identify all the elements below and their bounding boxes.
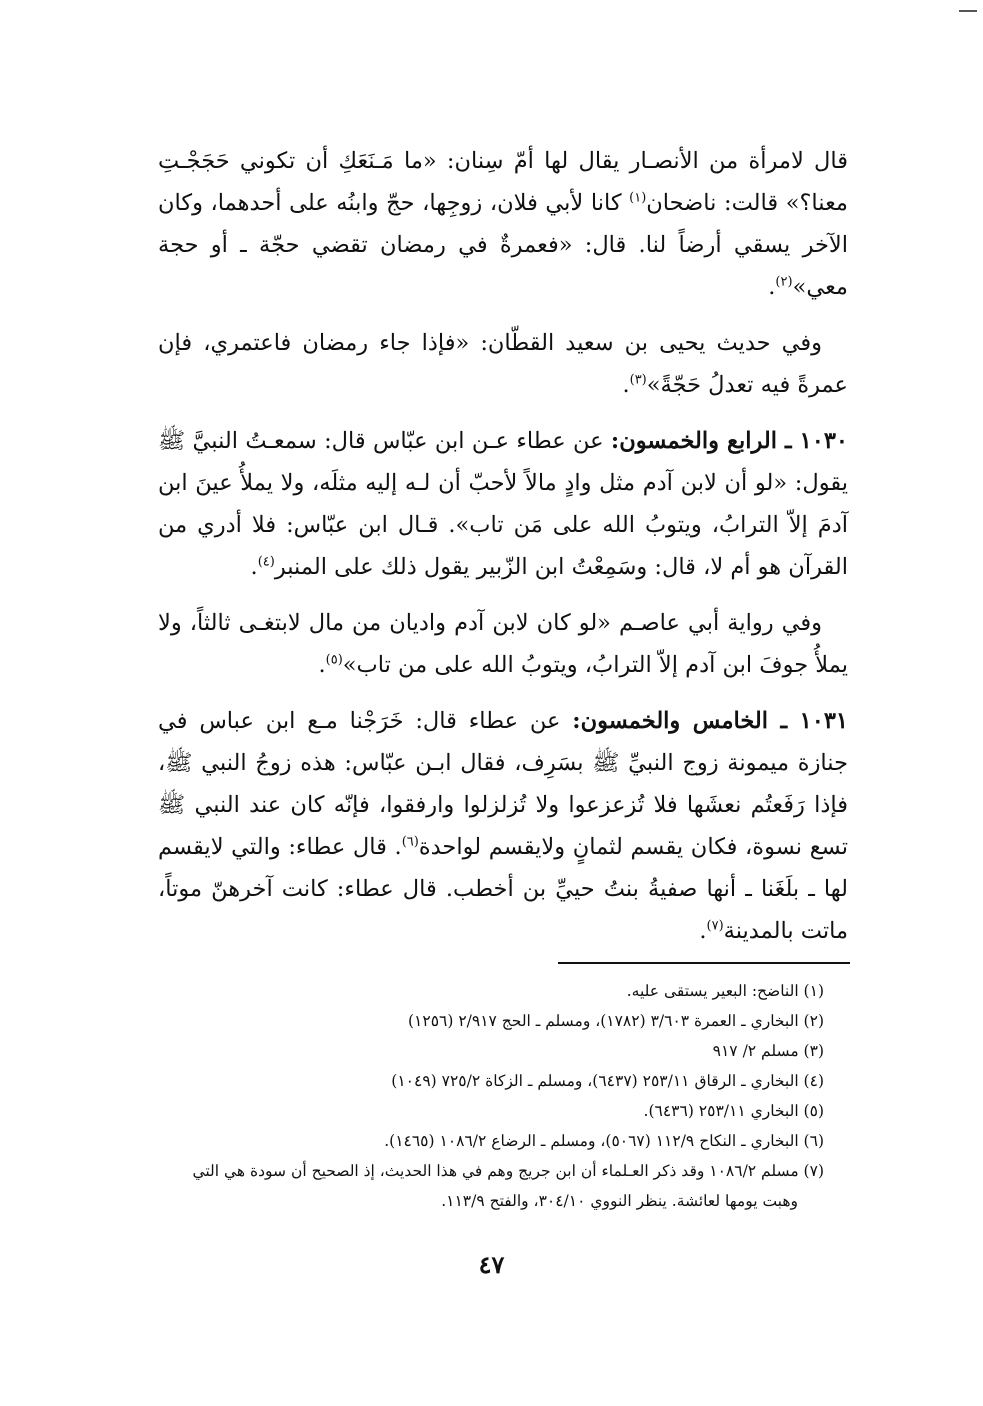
paragraph-text: وفي رواية أبي عاصـم «لو كان لابن آدم واديان من مال لابتغـى ثالثاً، ولا يملأُ جوفَ ابن آدم إلاّ الترابُ، ويتوبُ الله على من تاب»: [158, 610, 848, 678]
paragraph-text: عن عطاء قال: خَرَجْنا مـع ابن عباس في جنازة ميمونة زوج النبيِّ ﷺ بسَرِف، فقال ابـن عبّاس: هذه زوجُ النبي ﷺ، فإذا رَفَعتُم نعشَها فلا تُزعزعوا ولا تُزلزلوا وارفقوا، فإنّه كان عند النبي ﷺ تسع نسوة، فكان يقسم لثمانٍ ولايقسم لواحدة: [158, 708, 849, 860]
footnote-text: (٤) البخاري ـ الرقاق ٢٥٣/١١ (٦٤٣٧)، ومسلم ـ الزكاة ٧٢٥/٢ (١٠٤٩): [391, 1072, 824, 1090]
paragraph-3: [158, 420, 848, 588]
footnote-text: (٥) البخاري ٢٥٣/١١ (٦٤٣٦).: [643, 1102, 824, 1120]
main-text: [158, 140, 848, 966]
paragraph-text: وفي حديث يحيى بن سعيد القطّان: «فإذا جاء رمضان فاعتمري، فإن عمرةً فيه تعدلُ حَجّةً»: [158, 330, 848, 398]
footnote-ref[interactable]: (١): [629, 190, 647, 206]
footnote-ref[interactable]: (٣): [629, 372, 647, 388]
paragraph-text: .: [622, 372, 630, 398]
footnote-2: [170, 1006, 824, 1036]
paragraph-text: . قال عطاء: والتي لايقسم لها ـ بلَغَنا ـ أنها صفيةُ بنتُ حييِّ بن أخطب. قال عطاء: كانت آخرهنّ موتاً، ماتت بالمدينة: [158, 834, 848, 944]
paragraph-text: .: [250, 554, 258, 580]
hadith-heading: ١٠٣٠ ـ الرابع والخمسون:: [610, 428, 848, 454]
paragraph-text: عن عطاء عـن ابن عبّاس قال: سمعـتُ النبيَّ ﷺ يقول: «لو أن لابن آدم مثل وادٍ مالاً لأحبّ أن لـه إليه مثلَه، ولا يملأُ عينَ ابن آدمَ إلاّ الترابُ، ويتوبُ الله على مَن تاب». قـال ابن عبّاس: فلا أدري من القرآن هو أم لا، قال: وسَمِعْتُ ابن الزّبير يقول ذلك على المنبر: [158, 428, 848, 580]
footnote-continuation: وهبت يومها لعائشة. ينظر النووي ٣٠٤/١٠، والفتح ١١٣/٩.: [441, 1192, 798, 1210]
paragraph-text: .: [699, 918, 707, 944]
paragraph-2: [158, 322, 848, 406]
footnote-text: (١) الناضح: البعير يستقى عليه.: [626, 982, 824, 1000]
hadith-heading: ١٠٣١ ـ الخامس والخمسون:: [572, 708, 848, 734]
footnote-ref[interactable]: (٦): [401, 834, 419, 850]
corner-mark: [959, 10, 977, 12]
footnote-5: [170, 1096, 824, 1126]
footnote-1: [170, 976, 824, 1006]
footnote-6: [170, 1126, 824, 1156]
footnote-3: [170, 1036, 824, 1066]
footnote-divider: [558, 962, 850, 964]
paragraph-text: كانا لأبي فلان، زوجِها، حجّ وابنُه على أحدهما، وكان الآخر يسقي أرضاً لنا. قال: «فعمرةٌ في رمضان تقضي حجّة ـ أو حجة معي»: [158, 190, 848, 300]
footnote-text: (٦) البخاري ـ النكاح ١١٢/٩ (٥٠٦٧)، ومسلم ـ الرضاع ١٠٨٦/٢ (١٤٦٥).: [384, 1132, 824, 1150]
paragraph-5: [158, 700, 848, 952]
page-number: ٤٧: [478, 1250, 505, 1279]
footnote-7: [170, 1156, 824, 1216]
footnote-ref[interactable]: (٢): [775, 274, 793, 290]
footnote-text: (٢) البخاري ـ العمرة ٣/٦٠٣ (١٧٨٢)، ومسلم ـ الحج ٢/٩١٧ (١٢٥٦): [407, 1012, 824, 1030]
footnote-ref[interactable]: (٧): [706, 918, 724, 934]
paragraph-1: [158, 140, 848, 308]
footnote-ref[interactable]: (٤): [257, 554, 275, 570]
paragraph-text: .: [768, 274, 776, 300]
paragraph-text: قال لامرأة من الأنصـار يقال لها أمّ سِنان: «ما مَـنَعَكِ أن تكوني حَجَجْـتِ معنا؟» قالت: ناضحان: [158, 148, 848, 216]
footnote-text: (٣) مسلم ٢/ ٩١٧: [712, 1042, 824, 1060]
footnote-ref[interactable]: (٥): [325, 652, 343, 668]
footnotes: [170, 976, 824, 1216]
footnote-text: (٧) مسلم ١٠٨٦/٢ وقد ذكر العـلماء أن ابن جريج وهم في هذا الحديث، إذ الصحيح أن سودة هي التي: [192, 1162, 824, 1180]
paragraph-4: [158, 602, 848, 686]
footnote-4: [170, 1066, 824, 1096]
paragraph-text: .: [318, 652, 326, 678]
